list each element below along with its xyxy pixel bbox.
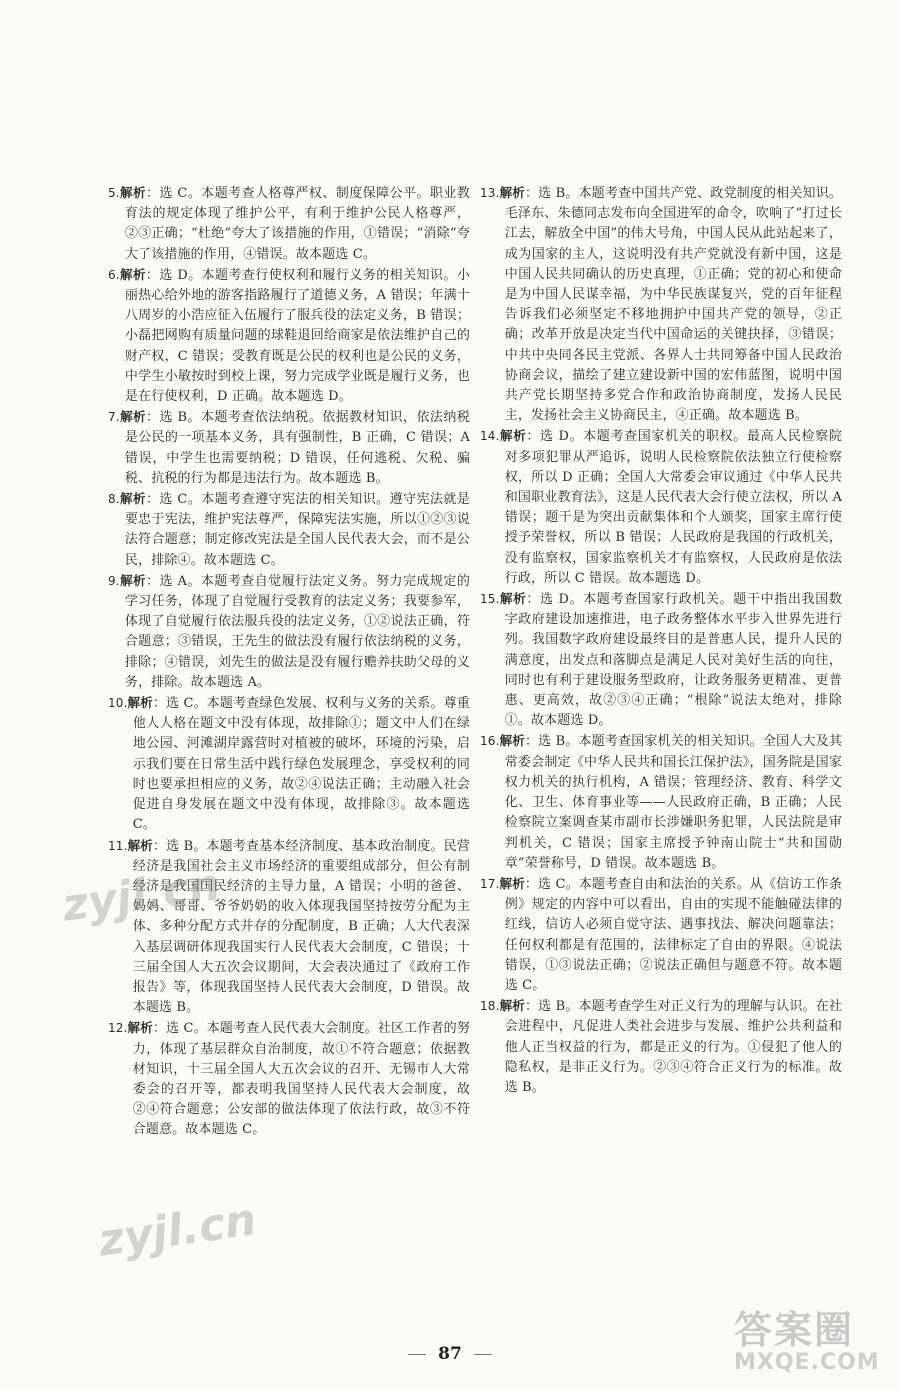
answer-item: 18.解析：选 B。本题考查学生对正义行为的理解与认识。在社会进程中，凡促进人类社会进步与发展、维护公共利益和他人正当权益的行为，都是正义的行为。①侵犯了他人的隐私权，是非正义行为。②③④符合正义行为的标准。故选 B。: [480, 998, 842, 1095]
logo-site: MXQE.COM: [734, 1350, 880, 1375]
right-column: [480, 183, 842, 1098]
watermark: zyjl.cn: [95, 1194, 260, 1267]
answer-item: 17.解析：选 C。本题考查自由和法治的关系。从《信访工作条例》规定的内容中可以看出，自由的实现不能触碰法律的红线，信访人必须自觉守法、遇事找法、解决问题靠法；任何权利都是有范围的，法律标定了自由的界限。④说法错误，①③说法正确；②说法正确但与题意不符。故本题选 C。: [480, 875, 842, 993]
answer-item: 6.解析：选 D。本题考查行使权利和履行义务的相关知识。小丽热心给外地的游客指路履行了道德义务，A 错误；年满十八周岁的小浩应征入伍履行了服兵役的法定义务，B 错误；小磊把网购有质量问题的球鞋退回给商家是依法维护自己的财产权，C 错误；受教育既是公民的权利也是公民的义务，中学生小敏按时到校上课，努力完成学业既是履行义务，也是在行使权利，D 正确。故本题选 D。: [108, 266, 470, 405]
answer-item: 10.解析：选 C。本题考查绿色发展、权利与义务的关系。尊重他人人格在题文中没有体现，故排除①；题文中人们在绿地公园、河滩湖岸露营时对植被的破坏，环境的污染，启示我们要在日常生活中践行绿色发展理念，享受权利的同时也要承担相应的义务，故②④说法正确；主动融入社会促进自身发展在题文中没有体现，故排除③。故本题选 C。: [108, 695, 470, 833]
answer-item: 12.解析：选 C。本题考查人民代表大会制度。社区工作者的努力，体现了基层群众自治制度，故①不符合题意；依据教材知识，十三届全国人大五次会议的召开、无锡市人大常委会的召开等，都表明我国坚持人民代表大会制度，故②④符合题意；公安部的做法体现了依法行政，故③不符合题意。故本题选 C。: [108, 1020, 470, 1138]
divider: [474, 1354, 492, 1355]
answer-item: 7.解析：选 B。本题考查依法纳税。依据教材知识，依法纳税是公民的一项基本义务，具有强制性，B 正确，C 错误；A 错误，中学生也需要纳税；D 错误，任何逃税、欠税、骗税、抗税的行为都是违法行为。故本题选 B。: [108, 409, 470, 486]
answer-item: 5.解析：选 C。本题考查人格尊严权、制度保障公平。职业教育法的规定体现了维护公平，有利于维护公民人格尊严，②③正确；“杜绝”夸大了该措施的作用，①错误；“消除”夸大了该措施的作用，④错误。故本题选 C。: [108, 185, 470, 262]
answer-item: 16.解析：选 B。本题考查国家机关的相关知识。全国人大及其常委会制定《中华人民共和国长江保护法》，国务院是国家权力机关的执行机构，A 错误；管理经济、教育、科学文化、卫生、体育事业等——人民政府正确，B 正确；人民检察院立案调查某市副市长涉嫌职务犯罪，人民法院是审判机关，C 错误；国家主席授予钟南山院士“共和国勋章”荣誉称号，D 错误。故本题选 B。: [480, 733, 842, 871]
left-column: [108, 183, 470, 1141]
site-logo: [734, 1310, 884, 1384]
logo-mark: 答案圈: [734, 1308, 855, 1352]
answer-item: 15.解析：选 D。本题考查国家行政机关。题干中指出我国数字政府建设加速推进，电子政务整体水平步入世界先进行列。我国数字政府建设最终目的是普惠人民，提升人民的满意度，出发点和落脚点是满足人民对美好生活的向往，同时也有利于建设服务型政府，让政务服务更精准、更普惠、更高效，故②③④正确；“根除”说法太绝对，排除①。故本题选 D。: [480, 591, 843, 729]
answer-item: 11.解析：选 B。本题考查基本经济制度、基本政治制度。民营经济是我国社会主义市场经济的重要组成部分，但公有制经济是我国国民经济的主导力量，A 错误；小明的爸爸、妈妈、哥哥、爷爷奶奶的收入体现我国坚持按劳分配为主体、多种分配方式并存的分配制度，B 正确；人大代表深入基层调研体现我国实行人民代表大会制度，C 错误；十三届全国人大五次会议期间，大会表决通过了《政府工作报告》等，体现我国坚持人民代表大会制度，D 错误。故本题选 B。: [108, 837, 470, 1016]
answer-item: 14.解析：选 D。本题考查国家机关的职权。最高人民检察院对多项犯罪从严追诉，说明人民检察院依法独立行使检察权，所以 D 正确；全国人大常委会审议通过《中华人民共和国职业教育法》，这是人民代表大会行使立法权，所以 A 错误；题干是为突出贡献集体和个人颁奖，国家主席行使授予荣誉权，所以 B 错误；人民政府是我国的行政机关，没有监察权，国家监察机关才有监察权，人民政府是依法行政，所以 C 错误。故本题选 D。: [480, 428, 843, 586]
divider: [408, 1354, 426, 1355]
answer-item: 13.解析：选 B。本题考查中国共产党、政党制度的相关知识。毛泽东、朱德同志发布向全国进军的命令，吹响了“打过长江去，解放全中国”的伟大号角，中国人民从此站起来了，成为国家的主人，这说明没有共产党就没有新中国，这是中国人民共同确认的历史真理，①正确；党的初心和使命是为中国人民谋幸福，为中华民族谋复兴，党的百年征程告诉我们必须坚定不移地拥护中国共产党的领导，②正确；改革开放是决定当代中国命运的关键抉择，③错误；中共中央同各民主党派、各界人士共同筹备中国人民政治协商会议，描绘了建立建设新中国的宏伟蓝图，说明中国共产党长期坚持多党合作和政治协商制度，发扬人民民主，发扬社会主义协商民主，④正确。故本题选 B。: [480, 185, 842, 424]
watermark: zyjl.cn: [59, 859, 224, 932]
answer-item: 9.解析：选 A。本题考查自觉履行法定义务。努力完成规定的学习任务，体现了自觉履行受教育的法定义务；我要参军，体现了自觉履行依法服兵役的法定义务，①②说法正确，符合题意；③错误，王先生的做法没有履行依法纳税的义务，排除；④错误，刘先生的做法是没有履行赡养扶助父母的义务，排除。故本题选 A。: [108, 572, 470, 690]
answer-item: 8.解析：选 C。本题考查遵守宪法的相关知识。遵守宪法就是要忠于宪法，维护宪法尊严，保障宪法实施，所以①②③说法符合题意；制定修改宪法是全国人民代表大会，而不是公民，排除④。故本题选 C。: [108, 491, 470, 568]
page-number: 87: [0, 1344, 900, 1364]
